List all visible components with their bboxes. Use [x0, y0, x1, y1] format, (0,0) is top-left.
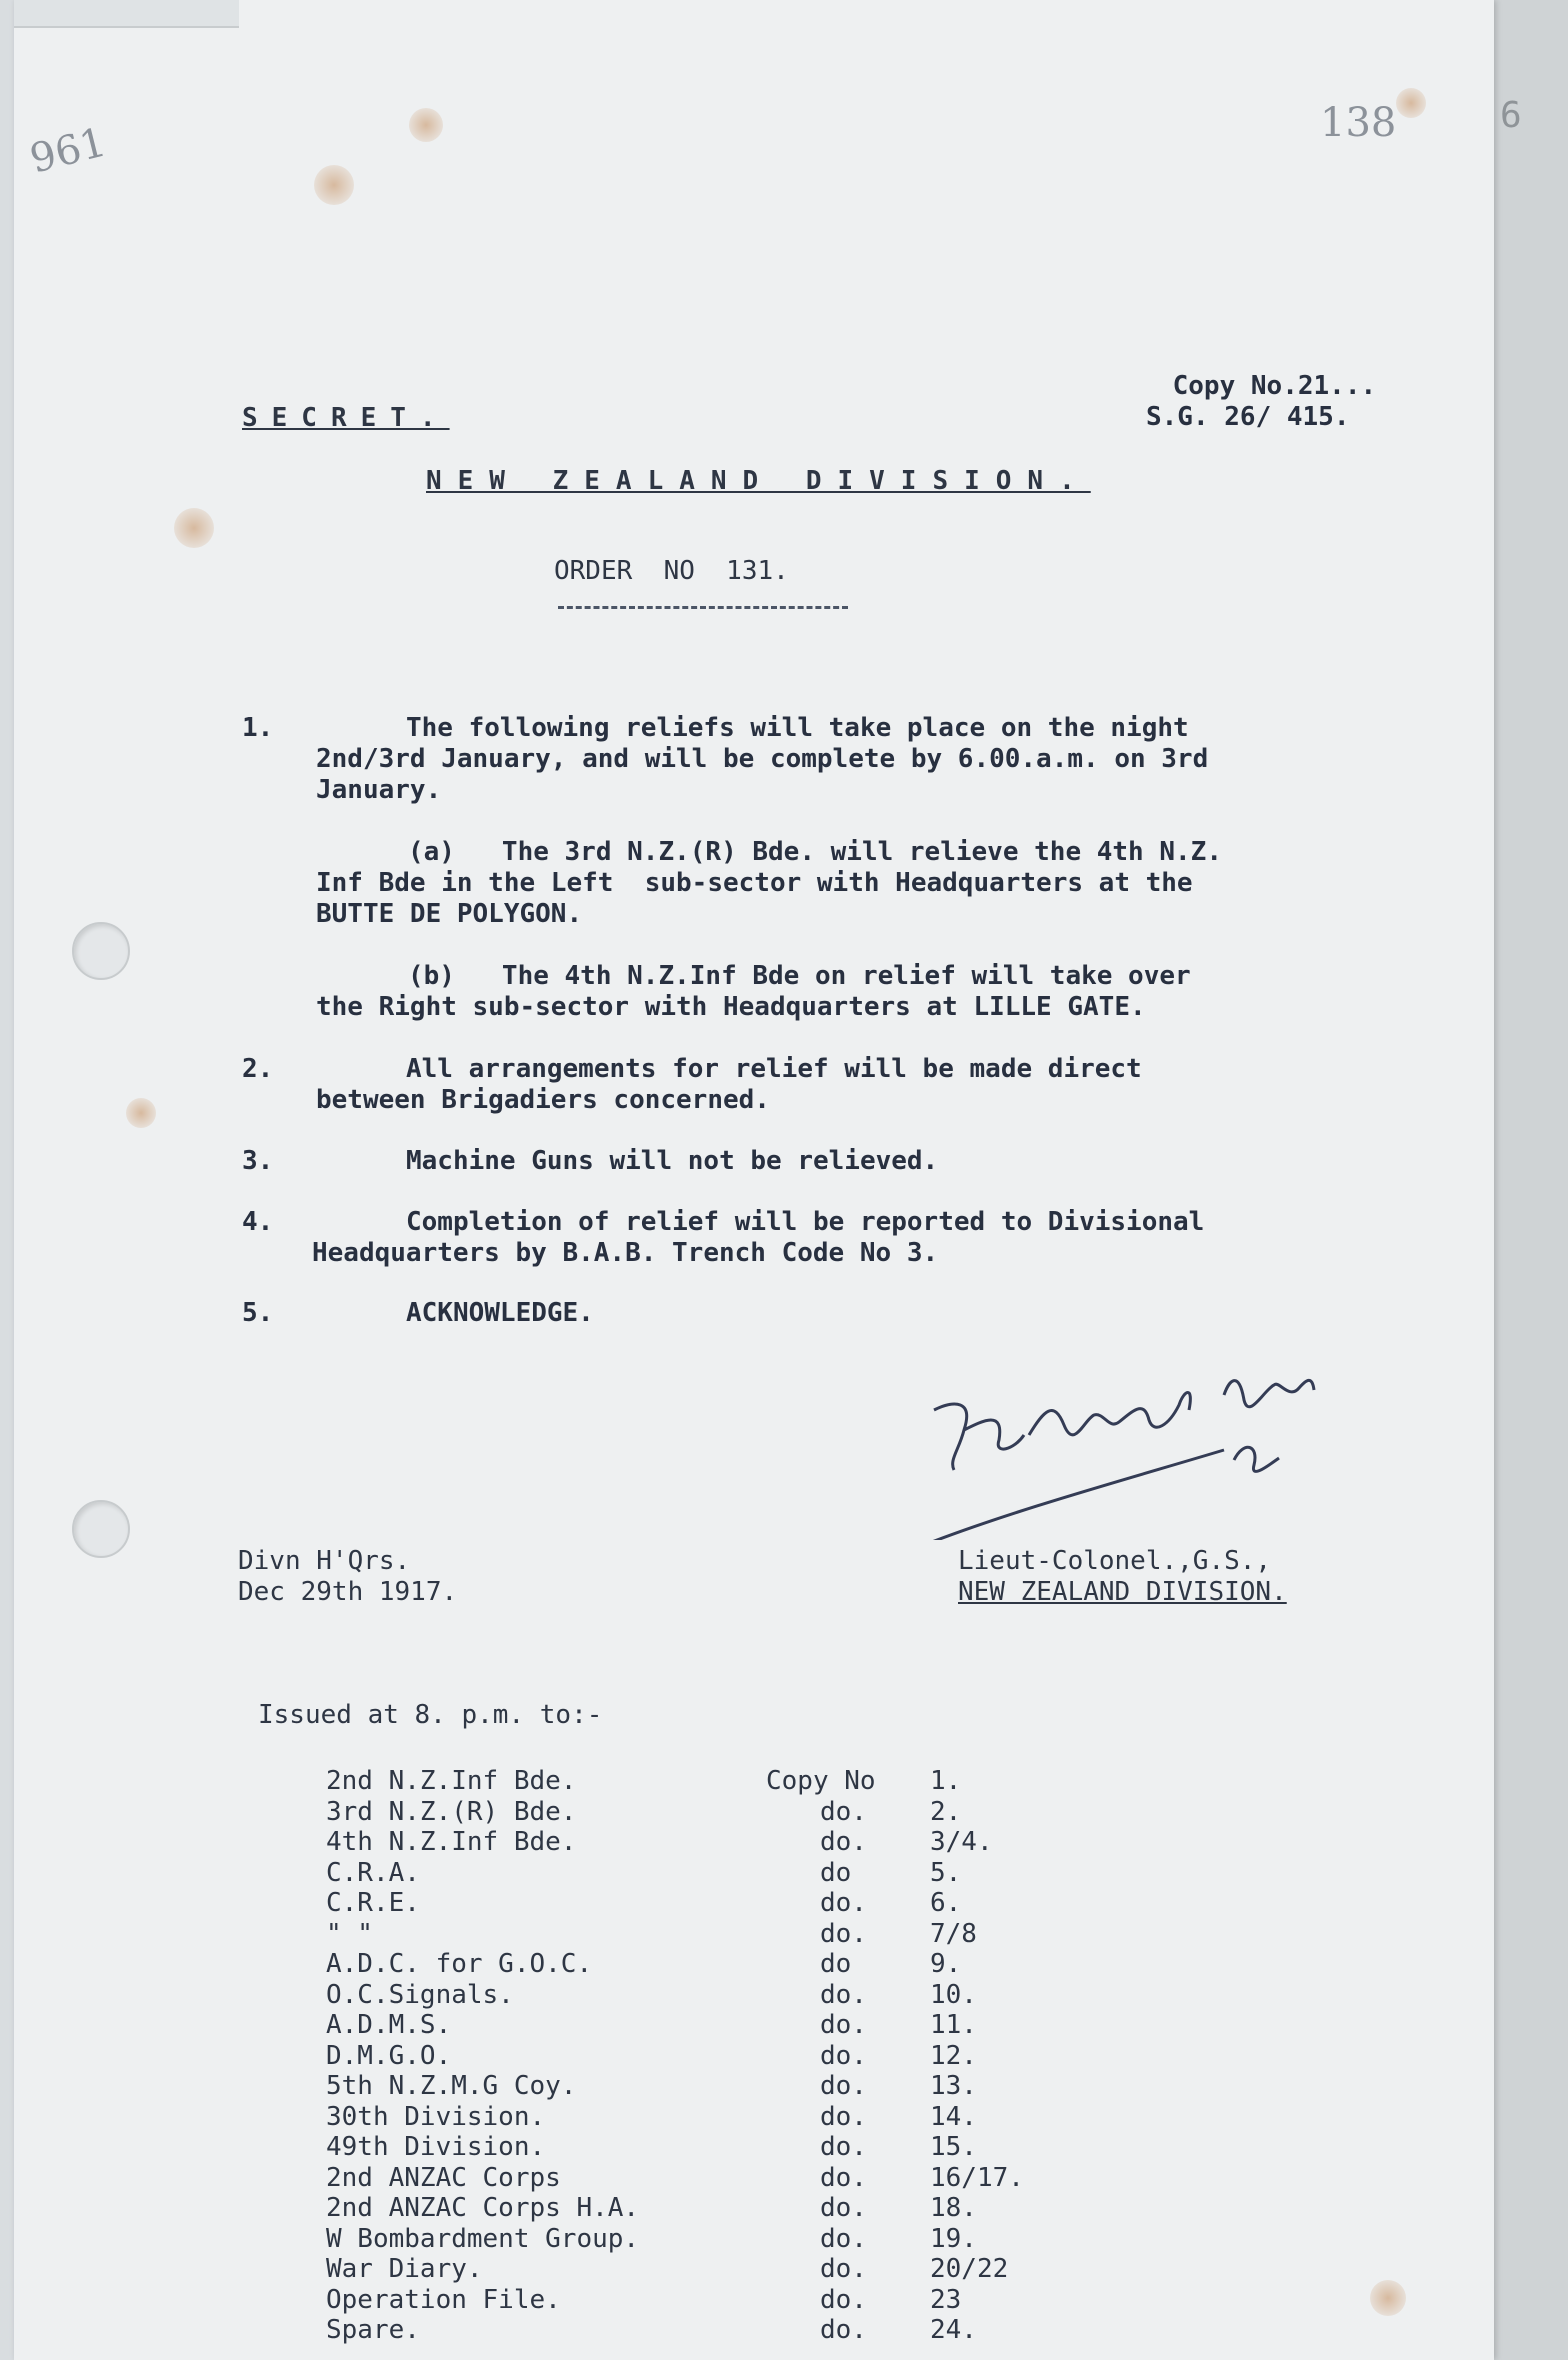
paragraph-1a-line-1: (a) The 3rd N.Z.(R) Bde. will relieve the 4th N.Z.	[408, 837, 1222, 867]
paragraph-1-line-1: The following reliefs will take place on the night	[406, 713, 1189, 743]
distribution-row	[14, 1980, 1494, 2010]
copy-number-cell: 18.	[930, 2193, 977, 2223]
paragraph-5-line-1: ACKNOWLEDGE.	[406, 1298, 594, 1328]
recipient-name: Operation File.	[326, 2284, 561, 2315]
copy-number-cell: 1.	[930, 1766, 962, 1796]
copy-number-cell: 20/22	[930, 2254, 1009, 2284]
copy-ditto: do.	[820, 2284, 867, 2315]
copy-number-cell: 24.	[930, 2315, 977, 2345]
copy-ditto: do.	[820, 2101, 867, 2132]
paper-fold	[14, 0, 239, 28]
copy-label: Copy No.	[1172, 371, 1298, 401]
copy-number-value: 21...	[1297, 371, 1377, 401]
paragraph-1-line-2: 2nd/3rd January, and will be complete by 6.00.a.m. on 3rd	[316, 744, 1209, 774]
recipient-name: 49th Division.	[326, 2132, 546, 2162]
paragraph-1a-line-2: Inf Bde in the Left sub-sector with Headquarters at the	[316, 868, 1193, 898]
recipient-name: A.D.C. for G.O.C.	[326, 1949, 593, 1979]
file-number-pencil: 961	[25, 119, 111, 183]
copy-ditto: do.	[820, 2132, 867, 2162]
recipient-name: C.R.A.	[326, 1857, 420, 1888]
copy-number-cell: 11.	[930, 2010, 977, 2040]
distribution-row	[14, 1797, 1494, 1827]
punch-hole	[72, 922, 130, 980]
paragraph-1-line-3: January.	[316, 775, 442, 805]
copy-ditto: do.	[820, 2254, 867, 2284]
recipient-name: C.R.E.	[326, 1888, 420, 1918]
back-sheet-mark: 6	[1500, 95, 1522, 136]
distribution-row	[14, 2315, 1494, 2345]
copy-ditto: do	[820, 1949, 852, 1979]
recipient-name: " "	[326, 1918, 373, 1949]
copy-column-header: Copy No	[766, 1766, 876, 1796]
distribution-row	[14, 1827, 1494, 1857]
document-page	[14, 0, 1494, 2360]
copy-ditto: do.	[820, 2040, 867, 2071]
copy-ditto: do.	[820, 1979, 867, 2010]
distribution-list	[14, 1766, 1494, 2346]
stain	[314, 165, 354, 205]
signatory-unit: NEW ZEALAND DIVISION.	[958, 1577, 1287, 1607]
paragraph-number: 3.	[242, 1146, 274, 1176]
paragraph-4-line-1: Completion of relief will be reported to Divisional	[406, 1207, 1205, 1237]
recipient-name: A.D.M.S.	[326, 2010, 452, 2040]
copy-number-cell: 5.	[930, 1857, 962, 1888]
stain	[1396, 88, 1426, 118]
order-title: ORDER NO 131.	[554, 556, 789, 586]
copy-ditto: do.	[820, 1918, 867, 1949]
stain	[174, 508, 214, 548]
distribution-row	[14, 1888, 1494, 1918]
paragraph-1b-line-2: the Right sub-sector with Headquarters at LILLE GATE.	[316, 992, 1146, 1022]
copy-number-cell: 2.	[930, 1796, 962, 1827]
copy-ditto: do.	[820, 2223, 867, 2254]
paragraph-number: 5.	[242, 1298, 274, 1328]
copy-number-cell: 16/17.	[930, 2162, 1024, 2193]
copy-number-cell: 6.	[930, 1888, 962, 1918]
paragraph-1a-line-3: BUTTE DE POLYGON.	[316, 899, 583, 929]
classification-heading: SECRET.	[242, 403, 450, 433]
paragraph-4-line-2: Headquarters by B.A.B. Trench Code No 3.	[312, 1238, 939, 1268]
organisation-heading: NEW ZEALAND DIVISION.	[426, 466, 1091, 496]
paragraph-number: 4.	[242, 1207, 274, 1237]
copy-number-cell: 13.	[930, 2071, 977, 2101]
distribution-row	[14, 2010, 1494, 2040]
paragraph-number: 1.	[242, 713, 274, 743]
copy-number-cell: 3/4.	[930, 1827, 993, 1857]
signatory-rank: Lieut-Colonel.,G.S.,	[958, 1546, 1272, 1576]
recipient-name: W Bombardment Group.	[326, 2223, 640, 2254]
paragraph-2-line-1: All arrangements for relief will be made direct	[406, 1054, 1142, 1084]
headquarters-line: Divn H'Qrs.	[238, 1546, 411, 1576]
date-line: Dec 29th 1917.	[238, 1577, 458, 1607]
recipient-name: 5th N.Z.M.G Coy.	[326, 2071, 577, 2101]
copy-ditto: do.	[820, 2315, 867, 2345]
recipient-name: 2nd ANZAC Corps H.A.	[326, 2193, 640, 2223]
paragraph-3-line-1: Machine Guns will not be relieved.	[406, 1146, 939, 1176]
copy-ditto: do.	[820, 1888, 867, 1918]
page-number-pencil: 138	[1320, 100, 1397, 146]
punch-hole	[72, 1500, 130, 1558]
recipient-name: 2nd ANZAC Corps	[326, 2162, 561, 2193]
stain	[409, 108, 443, 142]
distribution-row	[14, 2071, 1494, 2101]
distribution-row	[14, 2102, 1494, 2132]
copy-ditto: do.	[820, 2071, 867, 2101]
recipient-name: War Diary.	[326, 2254, 483, 2284]
order-title-underline	[558, 606, 848, 609]
copy-ditto: do.	[820, 2162, 867, 2193]
distribution-row	[14, 2285, 1494, 2315]
copy-number-cell: 14.	[930, 2101, 977, 2132]
distribution-row	[14, 2041, 1494, 2071]
distribution-row	[14, 1919, 1494, 1949]
reference-number: S.G. 26/ 415.	[1146, 402, 1350, 432]
copy-number-cell: 9.	[930, 1949, 962, 1979]
copy-ditto: do.	[820, 2193, 867, 2223]
copy-number-cell: 12.	[930, 2040, 977, 2071]
distribution-row	[14, 2193, 1494, 2223]
distribution-row	[14, 1949, 1494, 1979]
copy-number-cell: 10.	[930, 1979, 977, 2010]
recipient-name: 30th Division.	[326, 2101, 546, 2132]
copy-ditto: do.	[820, 1796, 867, 1827]
paragraph-number: 2.	[242, 1054, 274, 1084]
recipient-name: D.M.G.O.	[326, 2040, 452, 2071]
recipient-name: O.C.Signals.	[326, 1979, 514, 2010]
recipient-name: 4th N.Z.Inf Bde.	[326, 1827, 577, 1857]
copy-number-cell: 15.	[930, 2132, 977, 2162]
distribution-row	[14, 2254, 1494, 2284]
copy-number-cell: 19.	[930, 2223, 977, 2254]
copy-number-cell: 23	[930, 2284, 962, 2315]
distribution-row	[14, 2132, 1494, 2162]
distribution-row	[14, 1766, 1494, 1796]
recipient-name: Spare.	[326, 2315, 420, 2345]
recipient-name: 2nd N.Z.Inf Bde.	[326, 1766, 577, 1796]
paragraph-2-line-2: between Brigadiers concerned.	[316, 1085, 770, 1115]
handwritten-signature	[894, 1340, 1354, 1540]
copy-number-cell: 7/8	[930, 1918, 977, 1949]
recipient-name: 3rd N.Z.(R) Bde.	[326, 1796, 577, 1827]
distribution-row	[14, 2163, 1494, 2193]
copy-ditto: do	[820, 1857, 852, 1888]
distribution-heading: Issued at 8. p.m. to:-	[258, 1700, 603, 1730]
stain	[126, 1098, 156, 1128]
distribution-row	[14, 2224, 1494, 2254]
copy-ditto: do.	[820, 1827, 867, 1857]
copy-ditto: do.	[820, 2010, 867, 2040]
distribution-row	[14, 1858, 1494, 1888]
paragraph-1b-line-1: (b) The 4th N.Z.Inf Bde on relief will take over	[408, 961, 1191, 991]
